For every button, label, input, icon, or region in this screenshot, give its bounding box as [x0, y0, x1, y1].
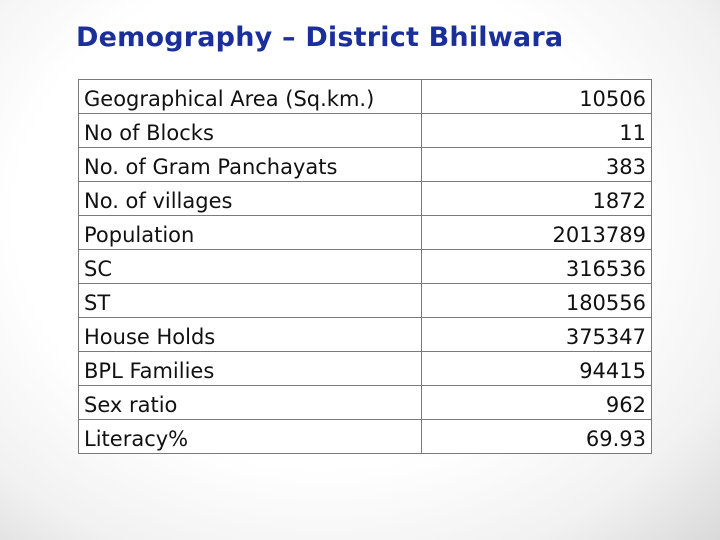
- table-row: [79, 216, 652, 250]
- row-label: SC: [79, 250, 422, 284]
- table-row: [79, 352, 652, 386]
- row-value: 2013789: [422, 216, 652, 250]
- row-value: 11: [422, 114, 652, 148]
- row-value: 180556: [422, 284, 652, 318]
- row-label: No. of villages: [79, 182, 422, 216]
- slide-title: Demography – District Bhilwara: [76, 22, 564, 53]
- row-label: Geographical Area (Sq.km.): [79, 80, 422, 114]
- row-value: 69.93: [422, 420, 652, 454]
- row-label: ST: [79, 284, 422, 318]
- table-row: [79, 182, 652, 216]
- row-label: No. of Gram Panchayats: [79, 148, 422, 182]
- row-label: House Holds: [79, 318, 422, 352]
- table-row: [79, 114, 652, 148]
- table-row: [79, 318, 652, 352]
- row-value: 10506: [422, 80, 652, 114]
- row-value: 962: [422, 386, 652, 420]
- row-label: BPL Families: [79, 352, 422, 386]
- table-row: [79, 148, 652, 182]
- demography-table: [78, 79, 652, 454]
- row-label: Sex ratio: [79, 386, 422, 420]
- row-value: 383: [422, 148, 652, 182]
- row-value: 1872: [422, 182, 652, 216]
- row-label: Population: [79, 216, 422, 250]
- table-row: [79, 284, 652, 318]
- row-label: No of Blocks: [79, 114, 422, 148]
- table-row: [79, 80, 652, 114]
- table-row: [79, 420, 652, 454]
- row-value: 94415: [422, 352, 652, 386]
- table-row: [79, 250, 652, 284]
- row-value: 316536: [422, 250, 652, 284]
- row-value: 375347: [422, 318, 652, 352]
- table-row: [79, 386, 652, 420]
- row-label: Literacy%: [79, 420, 422, 454]
